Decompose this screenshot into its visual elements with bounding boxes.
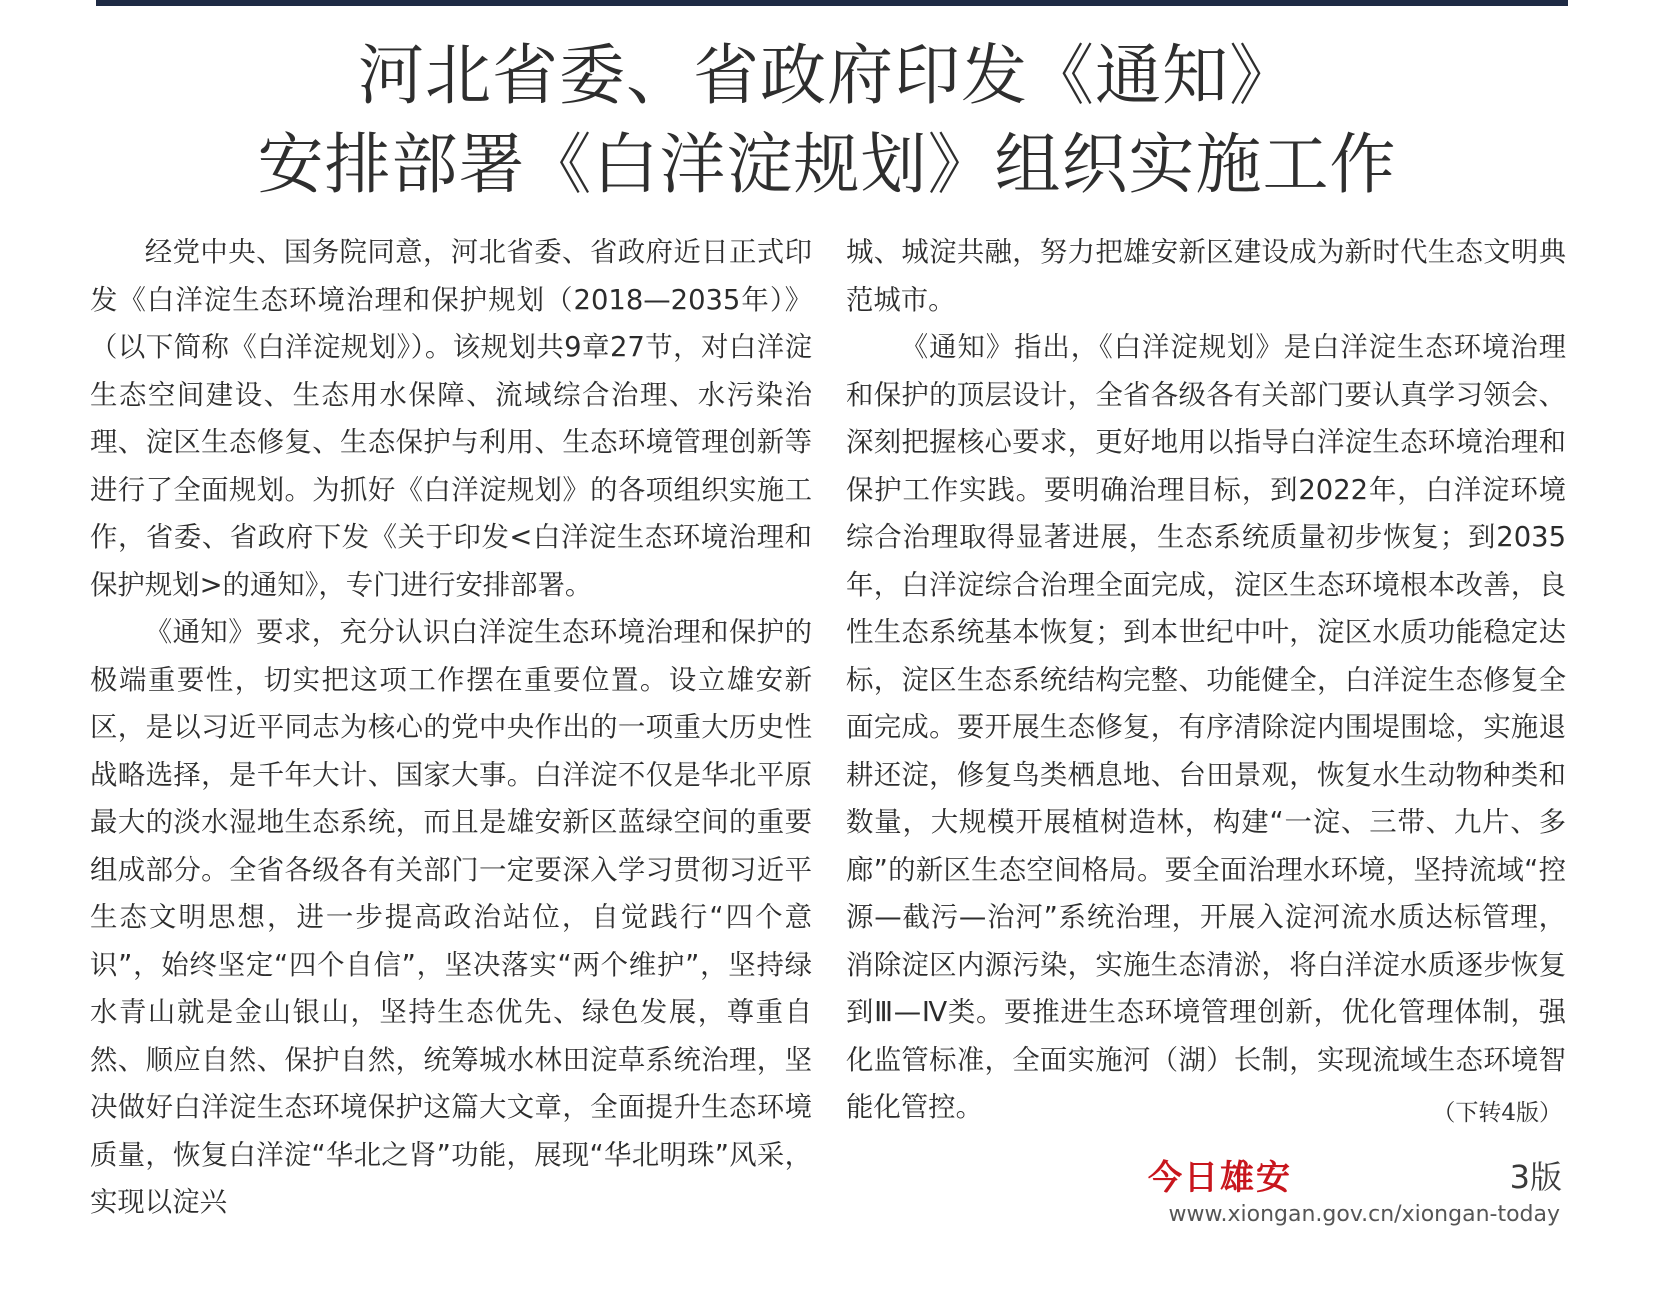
headline-line-2: 安排部署《白洋淀规划》组织实施工作	[257, 126, 1397, 203]
article-paragraph-2: 《通知》要求，充分认识白洋淀生态环境治理和保护的极端重要性，切实把这项工作摆在重要位置。设立雄安新区，是以习近平同志为核心的党中央作出的一项重大历史性战略选择，是千年大计、国家大事。白洋淀不仅是华北平原最大的淡水湿地生态系统，而且是雄安新区蓝绿空间的重要组成部分。全省各级各有关部门一定要深入学习贯彻习近平生态文明思想，进一步提高政治站位，自觉践行“四个意识”，始终坚定“四个自信”，坚决落实“两个维护”，坚持绿水青山就是金山银山，坚持生态优先、绿色发展，尊重自然、顺应自然、保护自然，统筹城水林田淀草系统治理，坚决做好白洋淀生态环境保护这篇大文章，全面提升生态环境质量，恢复白洋淀“华北之肾”功能，展现“华北明珠”风采，实现以淀兴	[90, 617, 812, 1218]
article-column-left	[90, 229, 812, 1227]
top-rule	[96, 0, 1568, 6]
continued-note: （下转4版）	[1432, 1100, 1562, 1126]
page-number: 3版	[1509, 1158, 1562, 1196]
article-paragraph-2-continued: 城、城淀共融，努力把雄安新区建设成为新时代生态文明典范城市。	[846, 237, 1566, 316]
publication-logo: 今日雄安	[1148, 1158, 1292, 1198]
article-paragraph-1: 经党中央、国务院同意，河北省委、省政府近日正式印发《白洋淀生态环境治理和保护规划（2018—2035年）》（以下简称《白洋淀规划》）。该规划共9章27节，对白洋淀生态空间建设、生态用水保障、流域综合治理、水污染治理、淀区生态修复、生态保护与利用、生态环境管理创新等进行了全面规划。为抓好《白洋淀规划》的各项组织实施工作，省委、省政府下发《关于印发<白洋淀生态环境治理和保护规划>的通知》，专门进行安排部署。	[90, 237, 812, 601]
article-paragraph-3: 《通知》指出，《白洋淀规划》是白洋淀生态环境治理和保护的顶层设计，全省各级各有关部门要认真学习领会、深刻把握核心要求，更好地用以指导白洋淀生态环境治理和保护工作实践。要明确治理目标，到2022年，白洋淀环境综合治理取得显著进展，生态系统质量初步恢复；到2035年，白洋淀综合治理全面完成，淀区生态环境根本改善，良性生态系统基本恢复；到本世纪中叶，淀区水质功能稳定达标，淀区生态系统结构完整、功能健全，白洋淀生态修复全面完成。要开展生态修复，有序清除淀内围堤围埝，实施退耕还淀，修复鸟类栖息地、台田景观，恢复水生动物种类和数量，大规模开展植树造林，构建“一淀、三带、九片、多廊”的新区生态空间格局。要全面治理水环境，坚持流域“控源—截污—治河”系统治理，开展入淀河流水质达标管理，消除淀区内源污染，实施生态清淤，将白洋淀水质逐步恢复到Ⅲ—Ⅳ类。要推进生态环境管理创新，优化管理体制，强化监管标准，全面实施河（湖）长制，实现流域生态环境智能化管控。	[846, 332, 1566, 1123]
headline-line-1: 河北省委、省政府印发《通知》	[358, 37, 1296, 114]
publication-url[interactable]: www.xiongan.gov.cn/xiongan-today	[1168, 1202, 1560, 1227]
article-column-right	[846, 229, 1566, 1132]
